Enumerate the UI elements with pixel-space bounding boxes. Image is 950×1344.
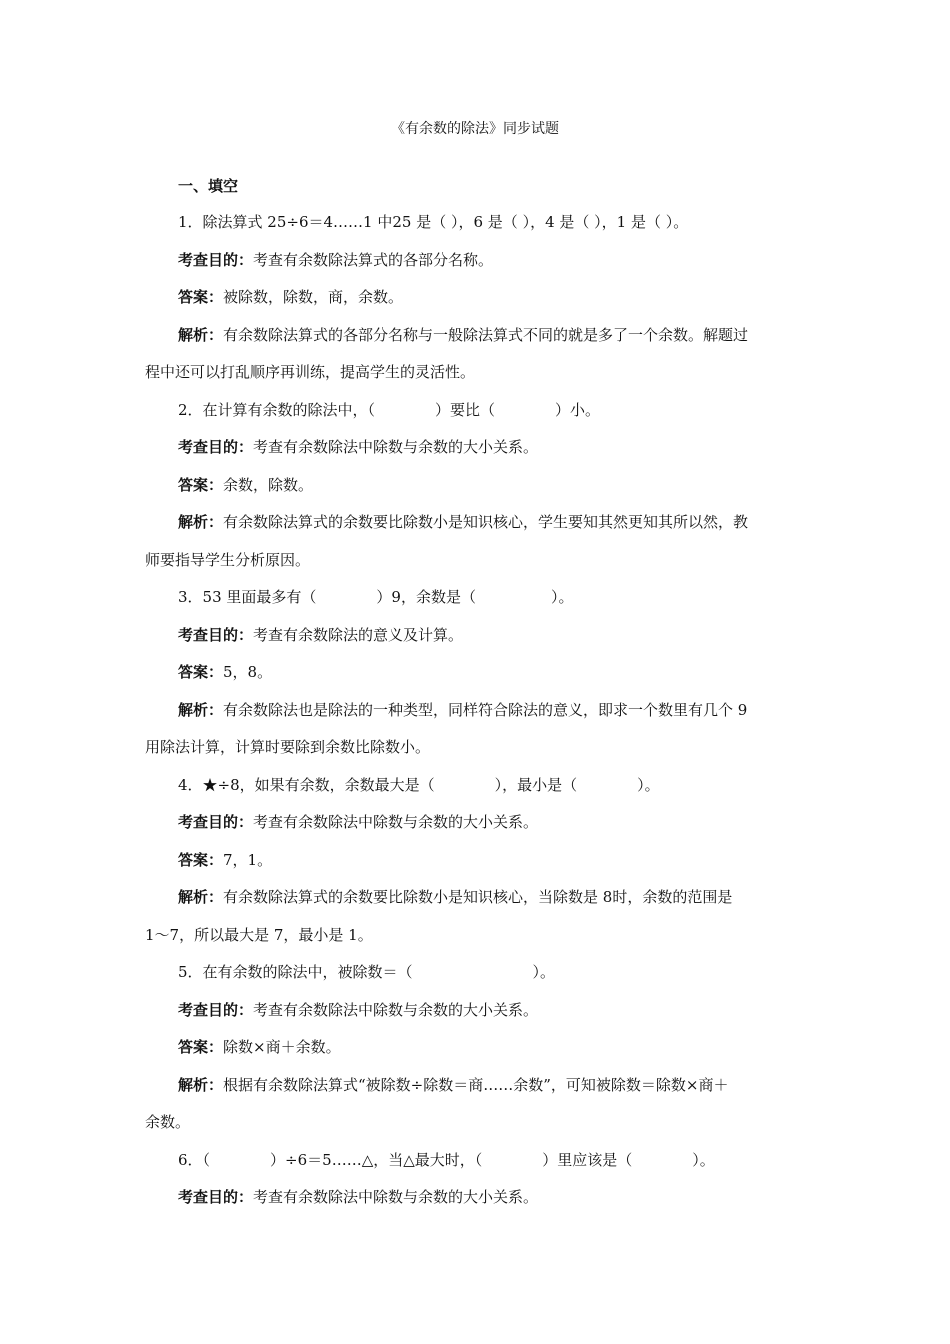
purpose-text: 考查有余数除法中除数与余数的大小关系。 xyxy=(253,813,539,831)
analysis-text: 师要指导学生分析原因。 xyxy=(145,550,311,569)
answer-text: 余数，除数。 xyxy=(223,475,314,494)
question-5 xyxy=(145,960,810,998)
question-5-answer xyxy=(145,1035,810,1073)
analysis-text: 有余数除法算式的余数要比除数小是知识核心，学生要知其然更知其所以然，教 xyxy=(223,513,749,531)
question-3-text: 3．53 里面最多有（ ）9，余数是（ ）。 xyxy=(178,588,574,606)
question-2-analysis-continued xyxy=(145,548,810,586)
question-3-answer xyxy=(145,660,810,698)
purpose-text: 考查有余数除法中除数与余数的大小关系。 xyxy=(253,438,539,456)
question-5-analysis-continued xyxy=(145,1110,810,1148)
purpose-text: 考查有余数除法的意义及计算。 xyxy=(253,625,464,644)
purpose-text: 考查有余数除法中除数与余数的大小关系。 xyxy=(253,1188,539,1206)
question-2-analysis xyxy=(145,510,810,548)
question-2 xyxy=(145,398,810,436)
question-5-text: 5．在有余数的除法中，被除数＝（ ）。 xyxy=(178,963,556,981)
analysis-label: 解析： xyxy=(178,325,224,344)
question-6 xyxy=(145,1148,810,1186)
purpose-label: 考查目的： xyxy=(178,250,254,269)
section-heading: 一、填空 xyxy=(178,177,239,195)
analysis-text: 程中还可以打乱顺序再训练，提高学生的灵活性。 xyxy=(145,363,476,381)
question-3-analysis xyxy=(145,698,810,736)
question-1-text: 1．除法算式 25÷6＝4……1 中25 是（ ），6 是（ ），4 是（ ），1 是（ ）。 xyxy=(178,213,689,231)
question-4 xyxy=(145,773,810,811)
question-6-purpose xyxy=(145,1185,810,1223)
question-1-analysis-continued xyxy=(145,360,810,398)
answer-label: 答案： xyxy=(178,475,224,494)
analysis-text: 1～7，所以最大是 7，最小是 1。 xyxy=(145,925,373,944)
question-4-purpose xyxy=(145,810,810,848)
purpose-label: 考查目的： xyxy=(178,625,254,644)
question-2-text: 2．在计算有余数的除法中，（ ）要比（ ）小。 xyxy=(178,400,601,419)
analysis-text: 根据有余数除法算式“被除数÷除数＝商……余数”，可知被除数＝除数×商＋ xyxy=(223,1075,729,1094)
analysis-text: 余数。 xyxy=(145,1113,191,1131)
purpose-label: 考查目的： xyxy=(178,1000,254,1019)
question-5-analysis xyxy=(145,1073,810,1111)
question-3-purpose xyxy=(145,623,810,661)
answer-text: 除数×商＋余数。 xyxy=(223,1038,341,1056)
question-1 xyxy=(145,210,810,248)
purpose-label: 考查目的： xyxy=(178,813,254,831)
question-4-analysis-continued xyxy=(145,923,810,961)
analysis-label: 解析： xyxy=(178,513,224,531)
question-5-purpose xyxy=(145,998,810,1036)
analysis-label: 解析： xyxy=(178,700,224,719)
purpose-text: 考查有余数除法中除数与余数的大小关系。 xyxy=(253,1000,539,1019)
answer-text: 被除数，除数，商，余数。 xyxy=(223,288,404,306)
purpose-text: 考查有余数除法算式的各部分名称。 xyxy=(253,250,494,269)
answer-label: 答案： xyxy=(178,288,224,306)
answer-label: 答案： xyxy=(178,1038,224,1056)
question-2-purpose xyxy=(145,435,810,473)
analysis-text: 有余数除法算式的余数要比除数小是知识核心，当除数是 8时，余数的范围是 xyxy=(223,888,733,906)
page-title: 《有余数的除法》同步试题 xyxy=(391,121,559,137)
answer-text: 5，8。 xyxy=(223,663,273,681)
analysis-text: 有余数除法算式的各部分名称与一般除法算式不同的就是多了一个余数。解题过 xyxy=(223,325,749,344)
analysis-label: 解析： xyxy=(178,888,224,906)
question-2-answer xyxy=(145,473,810,511)
question-4-analysis xyxy=(145,885,810,923)
answer-label: 答案： xyxy=(178,850,224,869)
answer-text: 7，1。 xyxy=(223,850,273,869)
analysis-text: 用除法计算，计算时要除到余数比除数小。 xyxy=(145,738,431,756)
purpose-label: 考查目的： xyxy=(178,1188,254,1206)
analysis-label: 解析： xyxy=(178,1075,224,1094)
purpose-label: 考查目的： xyxy=(178,438,254,456)
question-1-answer xyxy=(145,285,810,323)
answer-label: 答案： xyxy=(178,663,224,681)
question-3-analysis-continued xyxy=(145,735,810,773)
question-1-purpose xyxy=(145,248,810,286)
question-4-answer xyxy=(145,848,810,886)
question-6-text: 6．（ ）÷6＝5……△，当△最大时，（ ）里应该是（ ）。 xyxy=(178,1150,715,1169)
question-1-analysis xyxy=(145,323,810,361)
question-3 xyxy=(145,585,810,623)
question-4-text: 4．★÷8，如果有余数，余数最大是（ ），最小是（ ）。 xyxy=(178,775,660,794)
document-body xyxy=(145,210,810,1223)
analysis-text: 有余数除法也是除法的一种类型，同样符合除法的意义，即求一个数里有几个 9 xyxy=(223,700,748,719)
